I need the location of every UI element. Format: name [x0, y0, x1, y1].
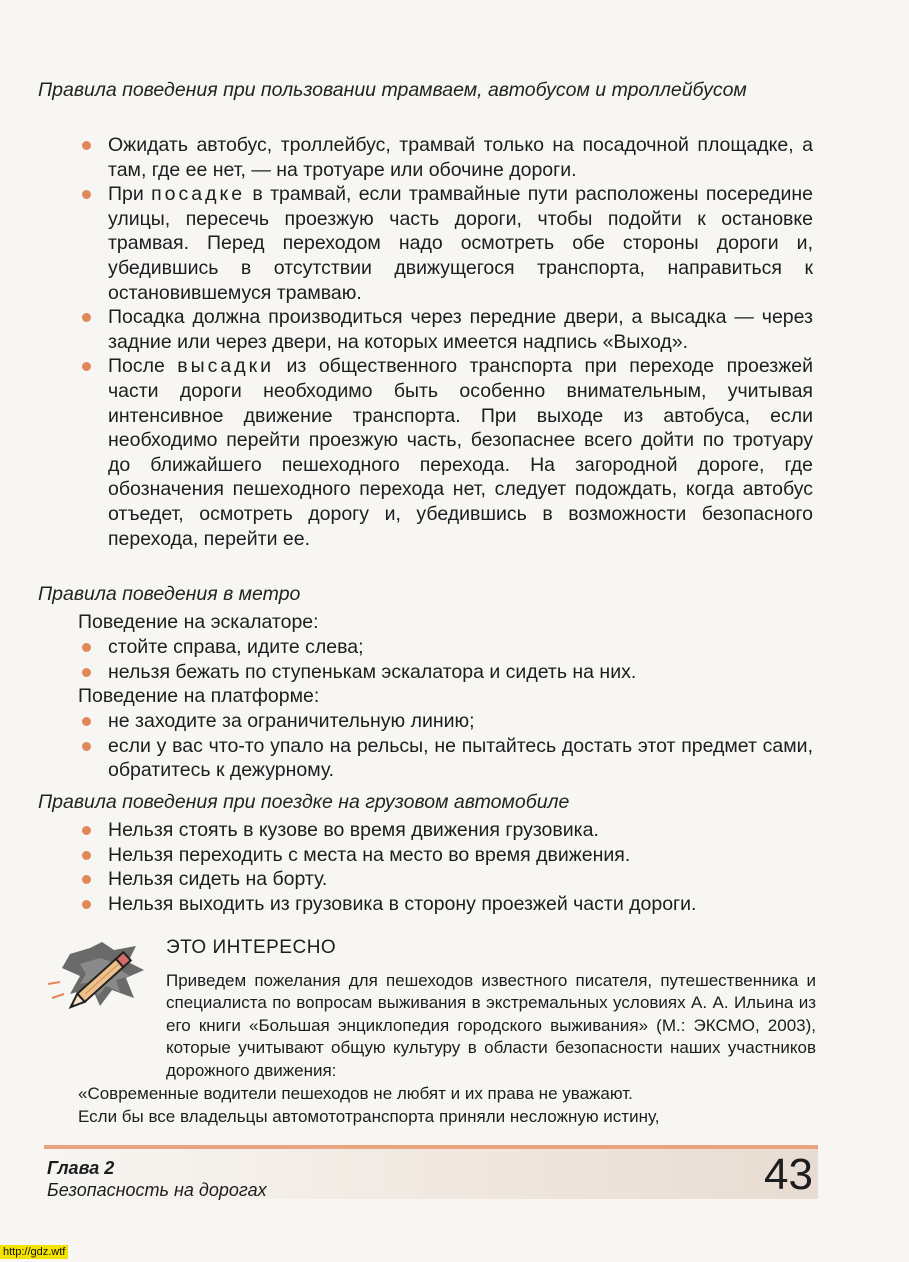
escalator-label: Поведение на эскалаторе: — [78, 611, 319, 633]
list-item: стойте справа, идите слева; — [78, 635, 813, 660]
bullet-icon — [82, 826, 91, 835]
platform-label: Поведение на платформе: — [78, 685, 320, 707]
bullet-icon — [82, 742, 91, 751]
list-item: Нельзя сидеть на борту. — [78, 867, 813, 892]
truck-rules-list — [78, 818, 813, 916]
bullet-icon — [82, 717, 91, 726]
chapter-subtitle: Безопасность на дорогах — [47, 1180, 267, 1200]
list-item: Ожидать автобус, троллейбус, трамвай только на посадочной площадке, а там, где ее нет, — на тротуаре или обочине дороги. — [78, 133, 813, 182]
pencil-icon — [40, 940, 160, 1020]
platform-rules-list — [78, 709, 813, 783]
list-item: если у вас что-то упало на рельсы, не пытайтесь достать этот предмет сами, обратитесь к дежурному. — [78, 734, 813, 783]
list-item: При посадке в трамвай, если трамвайные пути расположены посередине улицы, пересечь проезжую часть дороги, чтобы подойти к остановке трамвая. Перед переходом надо осмотреть обе стороны дороги и, убедившись в отсутствии движущегося транспорта, направиться к остановившемуся трамваю. — [78, 182, 813, 305]
interesting-intro: Приведем пожелания для пешеходов известного писателя, путешественника и специалиста по вопросам выживания в экстремальных условиях А. А. Ильина из его книги «Большая энциклопедия городского выживания» (М.: ЭКСМО, 2003), которые учитывают общую культуру в области безопасности наших участников дорожного движения: — [166, 971, 816, 1080]
page-number: 43 — [764, 1150, 813, 1199]
interesting-heading: ЭТО ИНТЕРЕСНО — [166, 937, 337, 958]
bullet-icon — [82, 141, 91, 150]
list-item: После высадки из общественного транспорта при переходе проезжей части дороги необходимо быть особенно внимательным, учитывая интенсивное движение транспорта. При выходе из автобуса, если необходимо перейти проезжую часть, безопаснее всего дойти по тротуару до ближайшего пешеходного перехода. На загородной дороге, где обозначения пешеходного перехода нет, следует подождать, когда автобус отъедет, осмотреть дорогу и, убедившись в возможности безопасного перехода, перейти ее. — [78, 354, 813, 551]
bullet-icon — [82, 668, 91, 677]
list-item: Нельзя стоять в кузове во время движения грузовика. — [78, 818, 813, 843]
interesting-continuation: Если бы все владельцы автомототранспорта приняли несложную истину, — [78, 1107, 660, 1126]
bullet-icon — [82, 875, 91, 884]
list-item: Нельзя выходить из грузовика в сторону проезжей части дороги. — [78, 892, 813, 917]
watermark-link[interactable]: http://gdz.wtf — [0, 1245, 68, 1259]
list-item: Нельзя переходить с места на место во время движения. — [78, 843, 813, 868]
section-title-transport: Правила поведения при пользовании трамваем, автобусом и троллейбусом — [38, 79, 747, 101]
list-item: Посадка должна производиться через передние двери, а высадка — через задние или через двери, на которых имеется надпись «Выход». — [78, 305, 813, 354]
interesting-quote: «Современные водители пешеходов не любят и их права не уважают. — [78, 1084, 633, 1103]
bullet-icon — [82, 313, 91, 322]
list-item: нельзя бежать по ступенькам эскалатора и сидеть на них. — [78, 660, 813, 685]
section-title-truck: Правила поведения при поездке на грузовом автомобиле — [38, 791, 570, 813]
bullet-icon — [82, 362, 91, 371]
section-title-metro: Правила поведения в метро — [38, 583, 301, 605]
bullet-icon — [82, 851, 91, 860]
chapter-label: Глава 2 — [47, 1158, 115, 1178]
escalator-rules-list — [78, 635, 813, 684]
transport-rules-list — [78, 133, 813, 551]
bullet-icon — [82, 900, 91, 909]
bullet-icon — [82, 643, 91, 652]
bullet-icon — [82, 190, 91, 199]
list-item: не заходите за ограничительную линию; — [78, 709, 813, 734]
